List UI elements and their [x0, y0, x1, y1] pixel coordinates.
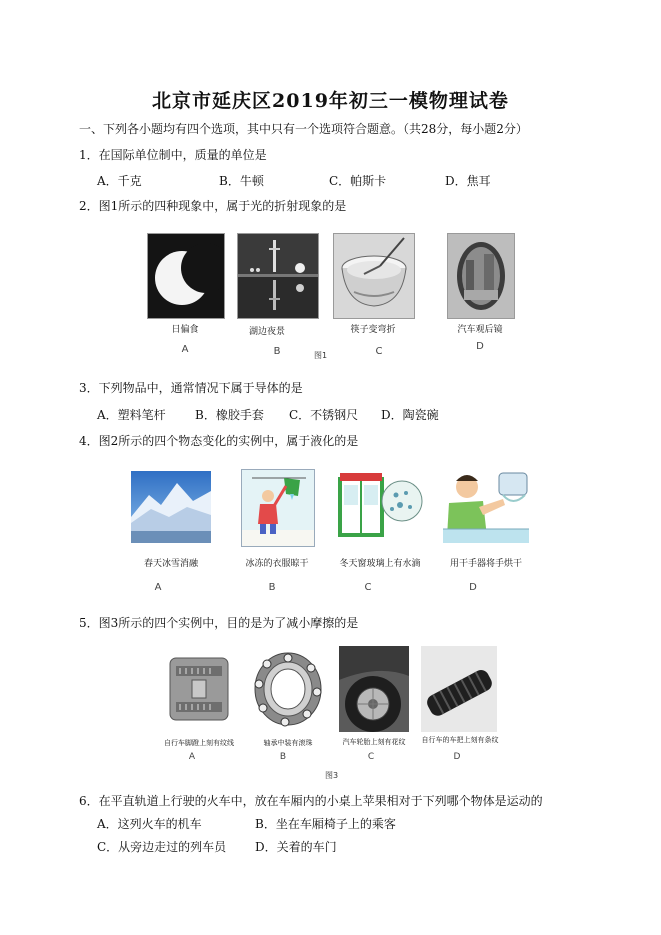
q4-caption-a: 春天冰雪消融: [143, 559, 198, 569]
q4-letter-b: B: [268, 582, 276, 593]
melting-snow-illustration: [131, 471, 211, 543]
partial-eclipse-photo: [147, 233, 225, 319]
q6-option-c: C．从旁边走过的列车员: [97, 840, 227, 854]
q2-letter-b: B: [273, 346, 281, 357]
car-tire-photo: [339, 646, 409, 732]
bent-chopsticks-photo: [333, 233, 415, 319]
ball-bearing-photo: [251, 646, 325, 732]
q5-letter-b: B: [279, 752, 287, 762]
q1-option-c: C．帕斯卡: [329, 174, 387, 188]
car-mirror-photo: [447, 233, 515, 319]
lakeside-night-photo: [237, 233, 319, 319]
q2-caption-d: 汽车观后镜: [457, 325, 503, 335]
question-5-stem: 5．图3所示的四个实例中，目的是为了减小摩擦的是: [79, 616, 359, 630]
q4-caption-d: 用干手器将手烘干: [449, 559, 522, 569]
question-3-stem: 3．下列物品中，通常情况下属于导体的是: [79, 381, 303, 395]
bike-pedal-photo: [162, 646, 236, 732]
q3-option-b: B．橡胶手套: [195, 408, 264, 422]
q2-letter-a: A: [181, 344, 189, 355]
q1-option-d: D．焦耳: [445, 174, 491, 188]
q4-letter-c: C: [364, 582, 372, 593]
q5-letter-c: C: [367, 752, 375, 762]
q4-caption-b: 冰冻的衣服晾干: [245, 559, 309, 569]
q1-option-a: A．千克: [97, 174, 142, 188]
q6-option-a: A．这列火车的机车: [97, 817, 202, 831]
q5-letter-a: A: [188, 752, 196, 762]
page-title: 北京市延庆区2019年初三一模物理试卷: [152, 90, 509, 112]
figure-3-label: 图3: [325, 771, 339, 780]
q4-letter-d: D: [469, 582, 477, 593]
section-instructions: 一、下列各小题均有四个选项，其中只有一个选项符合题意。（共28分，每小题2分）: [79, 122, 528, 136]
q2-letter-c: C: [375, 346, 383, 357]
q6-option-b: B．坐在车厢椅子上的乘客: [255, 817, 396, 831]
figure-1-label: 图1: [314, 351, 328, 360]
q5-caption-a: 自行车脚蹬上刻有纹线: [164, 739, 234, 747]
window-droplets-illustration: [336, 471, 424, 543]
bike-handlebar-photo: [421, 646, 497, 732]
q2-caption-a: 日偏食: [171, 325, 199, 335]
q3-option-d: D．陶瓷碗: [381, 408, 439, 422]
q5-letter-d: D: [453, 752, 461, 762]
q4-caption-c: 冬天窗玻璃上有水滴: [339, 559, 421, 569]
question-6-stem: 6．在平直轨道上行驶的火车中，放在车厢内的小桌上苹果相对于下列哪个物体是运动的: [79, 794, 543, 808]
q5-caption-b: 轴承中装有滚珠: [263, 739, 313, 747]
frozen-clothes-illustration: [241, 469, 315, 547]
q2-letter-d: D: [476, 341, 484, 352]
q5-caption-d: 自行车的车把上刻有条纹: [421, 736, 499, 744]
q3-option-c: C．不锈钢尺: [289, 408, 359, 422]
q2-caption-b: 湖边夜景: [248, 327, 285, 337]
question-2-stem: 2．图1所示的四种现象中，属于光的折射现象的是: [79, 199, 347, 213]
q3-option-a: A．塑料笔杆: [97, 408, 166, 422]
q2-caption-c: 筷子变弯折: [350, 325, 396, 335]
q6-option-d: D．关着的车门: [255, 840, 337, 854]
q4-letter-a: A: [154, 582, 162, 593]
question-4-stem: 4．图2所示的四个物态变化的实例中，属于液化的是: [79, 434, 359, 448]
q1-option-b: B．牛顿: [219, 174, 264, 188]
hand-dryer-illustration: [443, 467, 529, 543]
q5-caption-c: 汽车轮胎上刻有花纹: [342, 738, 406, 746]
question-1-stem: 1．在国际单位制中，质量的单位是: [79, 148, 267, 162]
